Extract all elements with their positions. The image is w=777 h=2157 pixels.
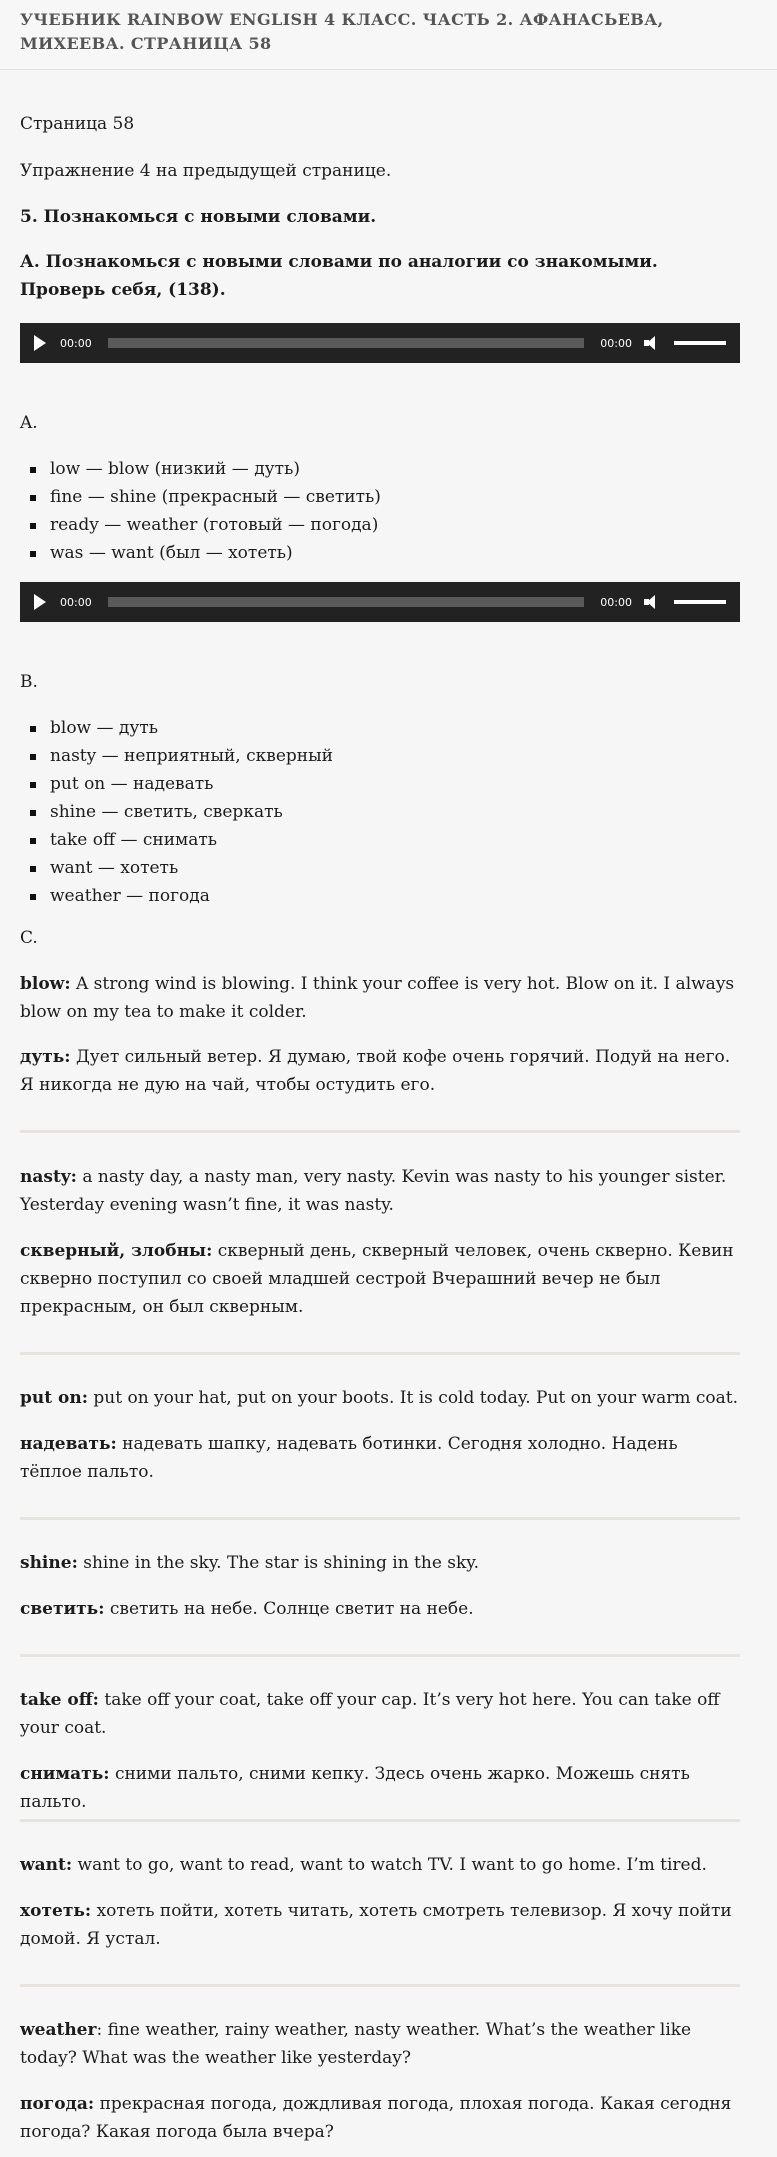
list-item: ready — weather (готовый — погода) xyxy=(30,511,740,539)
section-c-label: C. xyxy=(20,928,38,948)
task5-heading: 5. Познакомься с новыми словами. xyxy=(20,207,377,227)
divider xyxy=(20,1654,740,1657)
section-a-list xyxy=(20,455,740,567)
list-item: weather — погода xyxy=(30,882,740,910)
audio-current-time: 00:00 xyxy=(60,336,92,350)
list-item: blow — дуть xyxy=(30,714,740,742)
volume-slider[interactable] xyxy=(674,341,726,345)
list-item: fine — shine (прекрасный — светить) xyxy=(30,483,740,511)
volume-slider[interactable] xyxy=(674,600,726,604)
audio-progress-bar[interactable] xyxy=(108,597,585,607)
entry-en: shine: shine in the sky. The star is shining in the sky. xyxy=(20,1553,480,1573)
audio-duration: 00:00 xyxy=(600,336,632,350)
entry-en: nasty: a nasty day, a nasty man, very nasty. Kevin was nasty to his younger sister. Yesterday evening wasn’t fine, it was nasty. xyxy=(20,1167,727,1215)
entry-ru: надевать: надевать шапку, надевать ботинки. Сегодня холодно. Надень тёплое пальто. xyxy=(20,1434,678,1482)
divider xyxy=(20,1819,740,1822)
audio-current-time: 00:00 xyxy=(60,595,92,609)
audio-player-2[interactable] xyxy=(20,582,740,622)
play-icon[interactable] xyxy=(34,594,46,610)
list-item: was — want (был — хотеть) xyxy=(30,539,740,567)
entry-en: blow: A strong wind is blowing. I think your coffee is very hot. Blow on it. I always blow on my tea to make it colder. xyxy=(20,974,735,1022)
play-icon[interactable] xyxy=(34,335,46,351)
list-item: want — хотеть xyxy=(30,854,740,882)
section-b-list xyxy=(20,714,740,910)
list-item: take off — снимать xyxy=(30,826,740,854)
section-a-label: A. xyxy=(20,413,38,433)
exercise-ref: Упражнение 4 на предыдущей странице. xyxy=(20,161,392,181)
list-item: nasty — неприятный, скверный xyxy=(30,742,740,770)
divider xyxy=(20,1130,740,1133)
entry-en: take off: take off your coat, take off your cap. It’s very hot here. You can take off your coat. xyxy=(20,1690,720,1738)
entry-en: put on: put on your hat, put on your boots. It is cold today. Put on your warm coat. xyxy=(20,1388,739,1408)
entry-ru: скверный, злобны: скверный день, скверный человек, очень скверно. Кевин скверно поступил со своей младшей сестрой Вчерашний вечер не был прекрасным, он был скверным. xyxy=(20,1241,734,1317)
divider xyxy=(20,1517,740,1520)
volume-icon[interactable] xyxy=(644,335,662,351)
entry-ru: погода: прекрасная погода, дождливая погода, плохая погода. Какая сегодня погода? Какая погода была вчера? xyxy=(20,2094,732,2142)
list-item: low — blow (низкий — дуть) xyxy=(30,455,740,483)
divider xyxy=(20,1352,740,1355)
entry-ru: хотеть: хотеть пойти, хотеть читать, хотеть смотреть телевизор. Я хочу пойти домой. Я устал. xyxy=(20,1901,732,1949)
audio-player-1[interactable] xyxy=(20,323,740,363)
divider xyxy=(20,1984,740,1987)
audio-duration: 00:00 xyxy=(600,595,632,609)
page-title: УЧЕБНИК RAINBOW ENGLISH 4 КЛАСС. ЧАСТЬ 2. АФАНАСЬЕВА, МИХЕЕВА. СТРАНИЦА 58 xyxy=(20,10,664,53)
list-item: put on — надевать xyxy=(30,770,740,798)
entry-ru: светить: светить на небе. Солнце светит на небе. xyxy=(20,1599,474,1619)
entry-ru: снимать: сними пальто, сними кепку. Здесь очень жарко. Можешь снять пальто. xyxy=(20,1764,690,1812)
entry-en: want: want to go, want to read, want to watch TV. I want to go home. I’m tired. xyxy=(20,1855,707,1875)
audio-progress-bar[interactable] xyxy=(108,338,585,348)
volume-icon[interactable] xyxy=(644,594,662,610)
page-header xyxy=(0,0,777,70)
list-item: shine — светить, сверкать xyxy=(30,798,740,826)
page-label: Страница 58 xyxy=(20,114,135,134)
taskA-heading: А. Познакомься с новыми словами по аналогии со знакомыми. Проверь себя, (138). xyxy=(20,252,658,300)
entry-en: weather: fine weather, rainy weather, nasty weather. What’s the weather like today? What was the weather like yesterday? xyxy=(20,2020,692,2068)
section-b-label: B. xyxy=(20,672,38,692)
entry-ru: дуть: Дует сильный ветер. Я думаю, твой кофе очень горячий. Подуй на него. Я никогда не дую на чай, чтобы остудить его. xyxy=(20,1047,731,1095)
